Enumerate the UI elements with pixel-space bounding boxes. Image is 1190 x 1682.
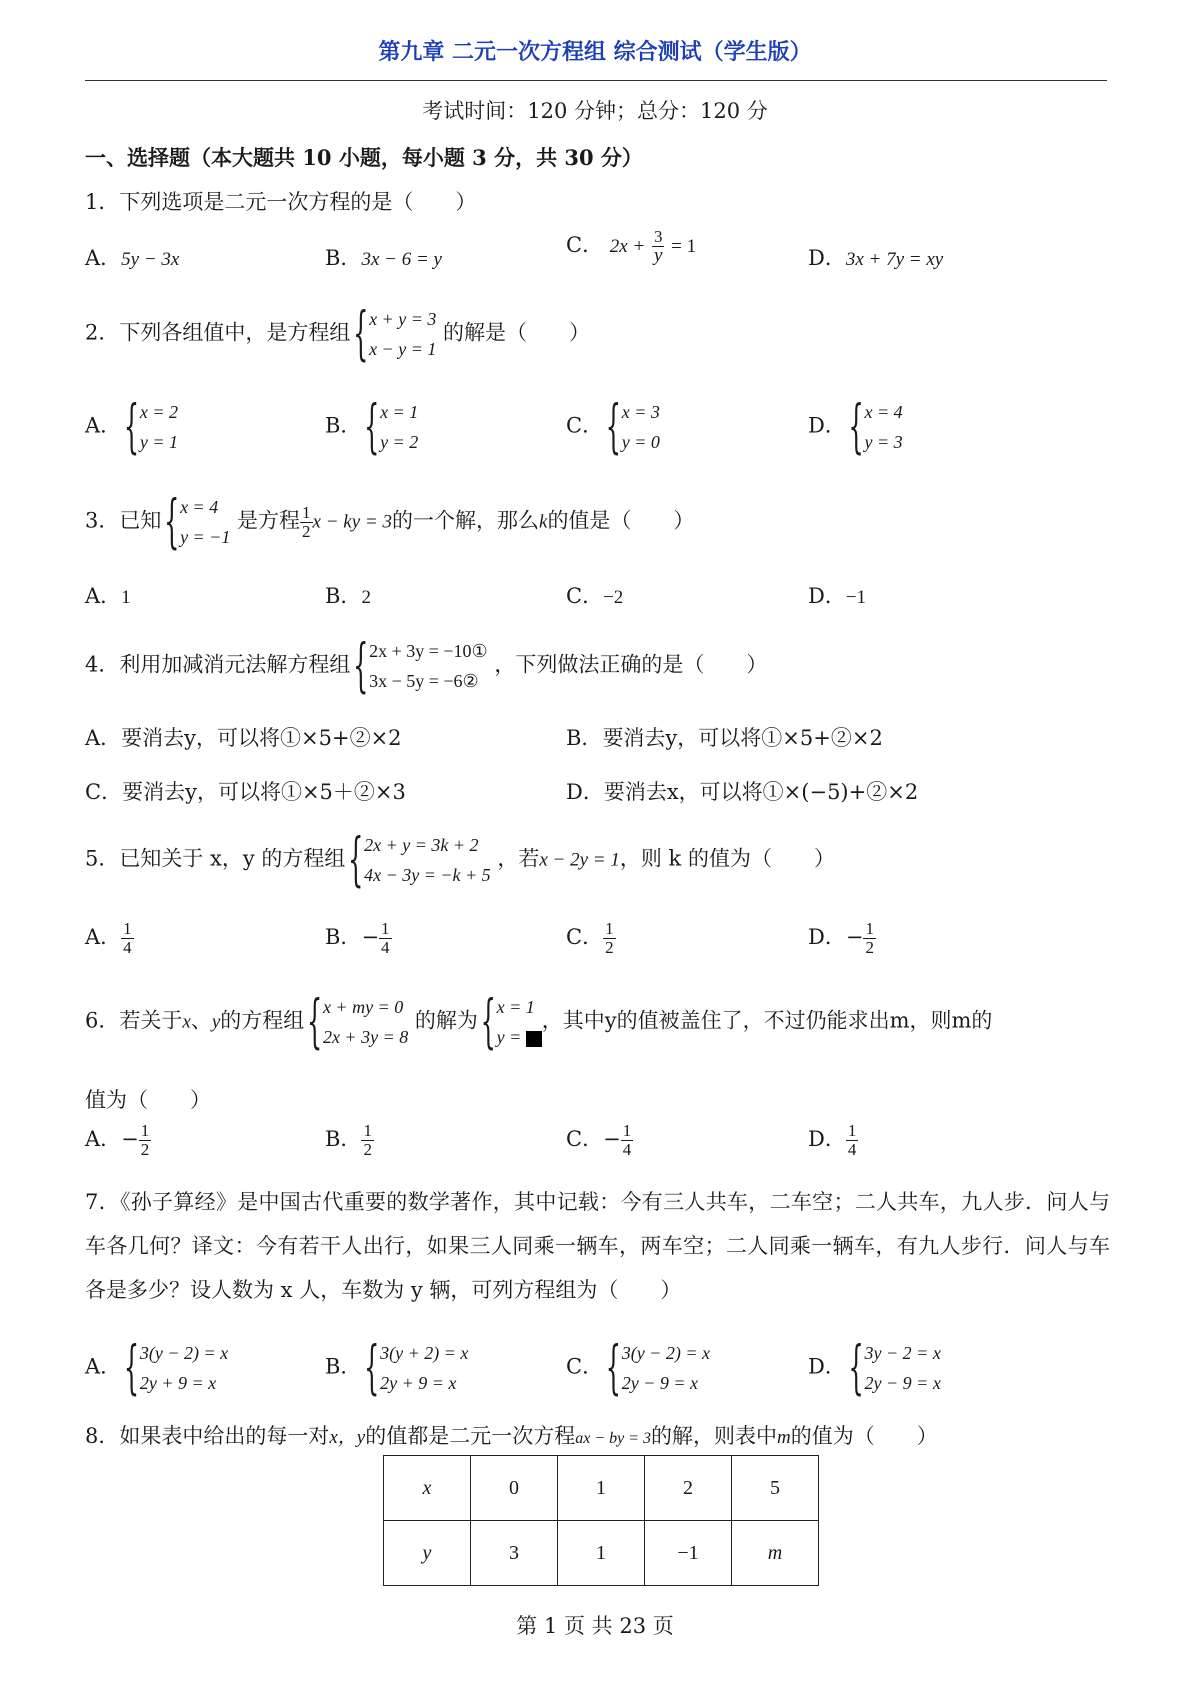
option-label: C． bbox=[566, 233, 604, 257]
option-value: −1 bbox=[845, 587, 867, 608]
equation-system bbox=[368, 397, 418, 457]
q5-option-b[interactable] bbox=[325, 920, 392, 957]
table-cell: −1 bbox=[645, 1521, 732, 1586]
denominator: 4 bbox=[847, 1140, 857, 1159]
option-label: B． bbox=[325, 413, 362, 438]
table-cell: 0 bbox=[471, 1456, 558, 1521]
sign: − bbox=[845, 925, 864, 949]
q1-option-d[interactable] bbox=[808, 242, 943, 272]
denominator: 4 bbox=[123, 938, 132, 957]
numerator: 1 bbox=[622, 1121, 632, 1140]
q6-option-c[interactable] bbox=[566, 1122, 633, 1159]
equation-line: { 3(y − 2) = x bbox=[139, 1343, 229, 1363]
fraction bbox=[121, 920, 134, 957]
variable: y bbox=[211, 1011, 221, 1033]
equation-line: y = 1 bbox=[139, 432, 178, 452]
option-label: D． bbox=[808, 1127, 846, 1151]
equation-system bbox=[357, 304, 436, 364]
equation-system bbox=[311, 992, 408, 1052]
option-value: −2 bbox=[603, 587, 624, 608]
q5-option-a[interactable] bbox=[85, 920, 134, 957]
numerator: 3 bbox=[653, 227, 663, 246]
equation-line: 2x + 3y = 8 bbox=[322, 1027, 409, 1047]
equation-system bbox=[357, 636, 488, 696]
option-value: 2 bbox=[361, 587, 371, 608]
question-6-stem bbox=[85, 992, 992, 1052]
denominator: 2 bbox=[605, 938, 614, 957]
fraction bbox=[379, 920, 392, 957]
stem-text: 的值为（ ） bbox=[790, 1424, 938, 1448]
fraction bbox=[621, 1122, 634, 1159]
option-label: A． bbox=[85, 1127, 122, 1151]
equation-line: { x = 3 bbox=[621, 402, 660, 422]
option-label: B． bbox=[325, 584, 362, 608]
stem-text: 、 bbox=[190, 1008, 212, 1033]
option-label: B． bbox=[566, 726, 603, 750]
option-label: C． bbox=[566, 584, 604, 608]
q4-option-c[interactable] bbox=[85, 776, 406, 806]
q2-option-b[interactable] bbox=[325, 397, 418, 457]
q2-option-a[interactable] bbox=[85, 397, 178, 457]
equation-line: { 3y − 2 = x bbox=[864, 1343, 941, 1363]
stem-text: 的解，则表中 bbox=[651, 1424, 778, 1448]
option-label: A． bbox=[85, 584, 122, 608]
option-label: B． bbox=[325, 925, 362, 949]
covered-value-block bbox=[526, 1031, 542, 1047]
option-label: B． bbox=[325, 1127, 362, 1151]
stem-text: ，则 k 的值为（ ） bbox=[619, 846, 835, 871]
denominator: 2 bbox=[140, 1140, 150, 1159]
option-label: C． bbox=[566, 925, 604, 949]
option-value: 1 bbox=[121, 587, 131, 608]
option-expr-post: = 1 bbox=[671, 236, 697, 257]
option-label: D． bbox=[808, 925, 846, 949]
option-label: D． bbox=[808, 246, 846, 270]
equation-line: { 2x + y = 3k + 2 bbox=[364, 835, 479, 855]
option-label: A． bbox=[85, 726, 122, 750]
equation-line: y = 0 bbox=[621, 432, 660, 452]
q6-option-a[interactable] bbox=[85, 1122, 151, 1159]
fraction bbox=[603, 920, 616, 957]
variable: m bbox=[777, 1427, 791, 1448]
equation-line-covered bbox=[497, 1022, 542, 1052]
equation-system bbox=[128, 397, 178, 457]
sign: − bbox=[361, 925, 380, 949]
q4-option-d[interactable] bbox=[566, 776, 918, 806]
question-3-stem bbox=[85, 492, 694, 552]
equation-line: { 3(y − 2) = x bbox=[621, 1343, 711, 1363]
q2-option-c[interactable] bbox=[566, 397, 660, 457]
equation-line: y = 2 bbox=[380, 432, 419, 452]
stem-text: 6．若关于 bbox=[85, 1008, 183, 1033]
equation-line: { x + y = 3 bbox=[369, 309, 437, 329]
equation-line: y = 3 bbox=[864, 432, 903, 452]
equation-system bbox=[610, 397, 660, 457]
equation-line: { x = 4 bbox=[864, 402, 903, 422]
question-7-stem: 7．《孙子算经》是中国古代重要的数学著作，其中记载：今有三人共车，二车空；二人共车，九人步．问人与车各几何？译文：今有若干人出行，如果三人同乘一辆车，两车空；二人同乘一辆车，有九人步行．问人与车各是多少？设人数为 x 人，车数为 y 辆，可列方程组为（ ） bbox=[85, 1190, 1110, 1302]
stem-text: 4．利用加减消元法解方程组 bbox=[85, 652, 351, 677]
equation-system bbox=[853, 397, 903, 457]
option-text: 要消去y，可以将①×5＋②×3 bbox=[122, 780, 406, 804]
variable: x bbox=[182, 1011, 191, 1033]
equation: ax − by = 3 bbox=[575, 1430, 652, 1447]
option-label: A． bbox=[85, 1354, 122, 1379]
option-expr: 3x + 7y = xy bbox=[845, 249, 944, 270]
equation-line: y = −1 bbox=[180, 527, 231, 547]
option-expr: 5y − 3x bbox=[121, 249, 180, 270]
option-label: D． bbox=[808, 1354, 846, 1379]
q6-option-d[interactable] bbox=[808, 1122, 858, 1159]
equation-system bbox=[168, 492, 230, 552]
q1-option-a[interactable] bbox=[85, 242, 179, 272]
equation: x − 2y = 1 bbox=[539, 849, 620, 871]
stem-text: 8．如果表中给出的每一对 bbox=[85, 1424, 330, 1448]
option-label: D． bbox=[566, 780, 604, 804]
option-label: B． bbox=[325, 1354, 362, 1379]
q7-option-b[interactable] bbox=[325, 1338, 468, 1398]
equation-line: 3x − 5y = −6② bbox=[369, 671, 479, 691]
denominator: 4 bbox=[622, 1140, 632, 1159]
denominator: 2 bbox=[363, 1140, 372, 1159]
variable: k bbox=[539, 511, 548, 533]
question-5-stem bbox=[85, 830, 835, 890]
stem-text: 的方程组 bbox=[220, 1008, 305, 1033]
option-label: A． bbox=[85, 925, 122, 949]
stem-text: 3．已知 bbox=[85, 508, 162, 533]
q3-option-a[interactable] bbox=[85, 580, 131, 610]
fraction bbox=[361, 1122, 374, 1159]
variables: x，y bbox=[329, 1427, 366, 1448]
question-4-stem bbox=[85, 636, 767, 696]
equation-line: { 3(y + 2) = x bbox=[380, 1343, 469, 1363]
q7-option-c[interactable] bbox=[566, 1338, 710, 1398]
equation-system bbox=[610, 1338, 710, 1398]
denominator: y bbox=[654, 245, 663, 266]
fraction bbox=[139, 1122, 152, 1159]
stem-text: 的解为 bbox=[414, 1008, 478, 1033]
option-label: C． bbox=[566, 413, 604, 438]
option-label: B． bbox=[325, 246, 362, 270]
table-cell: 2 bbox=[645, 1456, 732, 1521]
stem-text: 的解是（ ） bbox=[443, 320, 591, 345]
q7-option-d[interactable] bbox=[808, 1338, 941, 1398]
numerator: 1 bbox=[847, 1121, 857, 1140]
numerator: 1 bbox=[865, 919, 874, 938]
title-divider bbox=[85, 80, 1107, 81]
equation-system bbox=[853, 1338, 941, 1398]
table-cell: 3 bbox=[471, 1521, 558, 1586]
option-text: 要消去y，可以将①×5+②×2 bbox=[121, 726, 402, 750]
values-table bbox=[383, 1455, 819, 1586]
q4-option-b[interactable] bbox=[566, 722, 883, 752]
option-label: C． bbox=[566, 1354, 604, 1379]
table-cell: 1 bbox=[558, 1456, 645, 1521]
sign: − bbox=[603, 1127, 621, 1151]
fraction bbox=[846, 1122, 859, 1159]
equation-line: 4x − 3y = −k + 5 bbox=[364, 865, 491, 885]
equation-line: { x = 4 bbox=[180, 497, 219, 517]
stem-text: 5．已知关于 x，y 的方程组 bbox=[85, 846, 346, 871]
option-label: D． bbox=[808, 584, 846, 608]
equation-text: y = bbox=[496, 1027, 522, 1047]
numerator: 1 bbox=[123, 919, 132, 938]
q1-option-c[interactable] bbox=[566, 228, 696, 265]
option-expr-pre: 2x + bbox=[609, 236, 646, 257]
equation-line: 2y − 9 = x bbox=[621, 1373, 699, 1393]
option-label: D． bbox=[808, 413, 846, 438]
question-2-stem bbox=[85, 304, 590, 364]
q3-option-d[interactable] bbox=[808, 580, 866, 610]
equation-line: 2y + 9 = x bbox=[139, 1373, 217, 1393]
fraction bbox=[300, 504, 313, 541]
page-footer: 第 1 页 共 23 页 bbox=[516, 1614, 674, 1638]
equation-line: 2y − 9 = x bbox=[864, 1373, 941, 1393]
solution-system bbox=[485, 992, 542, 1052]
table-row bbox=[384, 1521, 819, 1586]
stem-text: 的值都是二元一次方程 bbox=[365, 1424, 576, 1448]
numerator: 1 bbox=[381, 919, 390, 938]
q5-option-c[interactable] bbox=[566, 920, 616, 957]
numerator: 1 bbox=[140, 1121, 150, 1140]
equation-line: { x + my = 0 bbox=[322, 997, 404, 1017]
q1-option-b[interactable] bbox=[325, 242, 442, 272]
equation-line: 2y + 9 = x bbox=[380, 1373, 457, 1393]
option-label: A． bbox=[85, 246, 122, 270]
table-cell: 1 bbox=[558, 1521, 645, 1586]
q3-option-c[interactable] bbox=[566, 580, 623, 610]
stem-text: 的一个解，那么 bbox=[392, 508, 539, 533]
q5-option-d[interactable] bbox=[808, 920, 876, 957]
equation-line: x − y = 1 bbox=[369, 339, 437, 359]
option-text: 要消去x，可以将①×(−5)+②×2 bbox=[603, 780, 919, 804]
stem-text: ，下列做法正确的是（ ） bbox=[494, 652, 768, 677]
numerator: 1 bbox=[302, 502, 311, 522]
table-cell: y bbox=[384, 1521, 471, 1586]
fraction bbox=[652, 228, 665, 265]
document-title: 第九章 二元一次方程组 综合测试（学生版） bbox=[378, 39, 812, 65]
stem-text: ，其中y的值被盖住了，不过仍能求出m，则m的 bbox=[541, 1008, 993, 1033]
q3-option-b[interactable] bbox=[325, 580, 371, 610]
equation-line: { x = 2 bbox=[139, 402, 178, 422]
equation-line: { x = 1 bbox=[380, 402, 419, 422]
q8-stem bbox=[85, 1420, 938, 1450]
stem-text: 的值是（ ） bbox=[547, 508, 695, 533]
section-heading: 一、选择题（本大题共 10 小题，每小题 3 分，共 30 分） bbox=[85, 145, 643, 170]
equation-system bbox=[128, 1338, 228, 1398]
question-1-stem: 1．下列选项是二元一次方程的是（ ） bbox=[85, 190, 477, 214]
exam-info: 考试时间：120 分钟；总分：120 分 bbox=[422, 99, 768, 123]
stem-text: 是方程 bbox=[237, 508, 301, 533]
fraction bbox=[863, 920, 876, 957]
denominator: 2 bbox=[302, 521, 311, 541]
table-cell: 5 bbox=[732, 1456, 819, 1521]
stem-text: 2．下列各组值中，是方程组 bbox=[85, 320, 351, 345]
option-label: C． bbox=[85, 780, 123, 804]
numerator: 1 bbox=[363, 1121, 372, 1140]
table-cell: x bbox=[384, 1456, 471, 1521]
q4-option-a[interactable] bbox=[85, 722, 402, 752]
denominator: 4 bbox=[381, 938, 390, 957]
option-expr: 3x − 6 = y bbox=[361, 249, 442, 270]
option-label: A． bbox=[85, 413, 122, 438]
numerator: 1 bbox=[605, 919, 614, 938]
q2-option-d[interactable] bbox=[808, 397, 903, 457]
denominator: 2 bbox=[865, 938, 874, 957]
equation: x − ky = 3 bbox=[312, 511, 392, 533]
q7-option-a[interactable] bbox=[85, 1338, 228, 1398]
sign: − bbox=[121, 1127, 139, 1151]
q6-option-b[interactable] bbox=[325, 1122, 374, 1159]
stem-text: ，若 bbox=[497, 846, 540, 871]
table-row bbox=[384, 1456, 819, 1521]
option-label: C． bbox=[566, 1127, 604, 1151]
option-text: 要消去y，可以将①×5+②×2 bbox=[602, 726, 883, 750]
table-cell: m bbox=[732, 1521, 819, 1586]
equation-system bbox=[352, 830, 491, 890]
equation-line: { 2x + 3y = −10① bbox=[369, 641, 488, 661]
equation-line: { x = 1 bbox=[496, 997, 535, 1017]
equation-system bbox=[368, 1338, 468, 1398]
question-6-stem-line2: 值为（ ） bbox=[85, 1088, 211, 1112]
